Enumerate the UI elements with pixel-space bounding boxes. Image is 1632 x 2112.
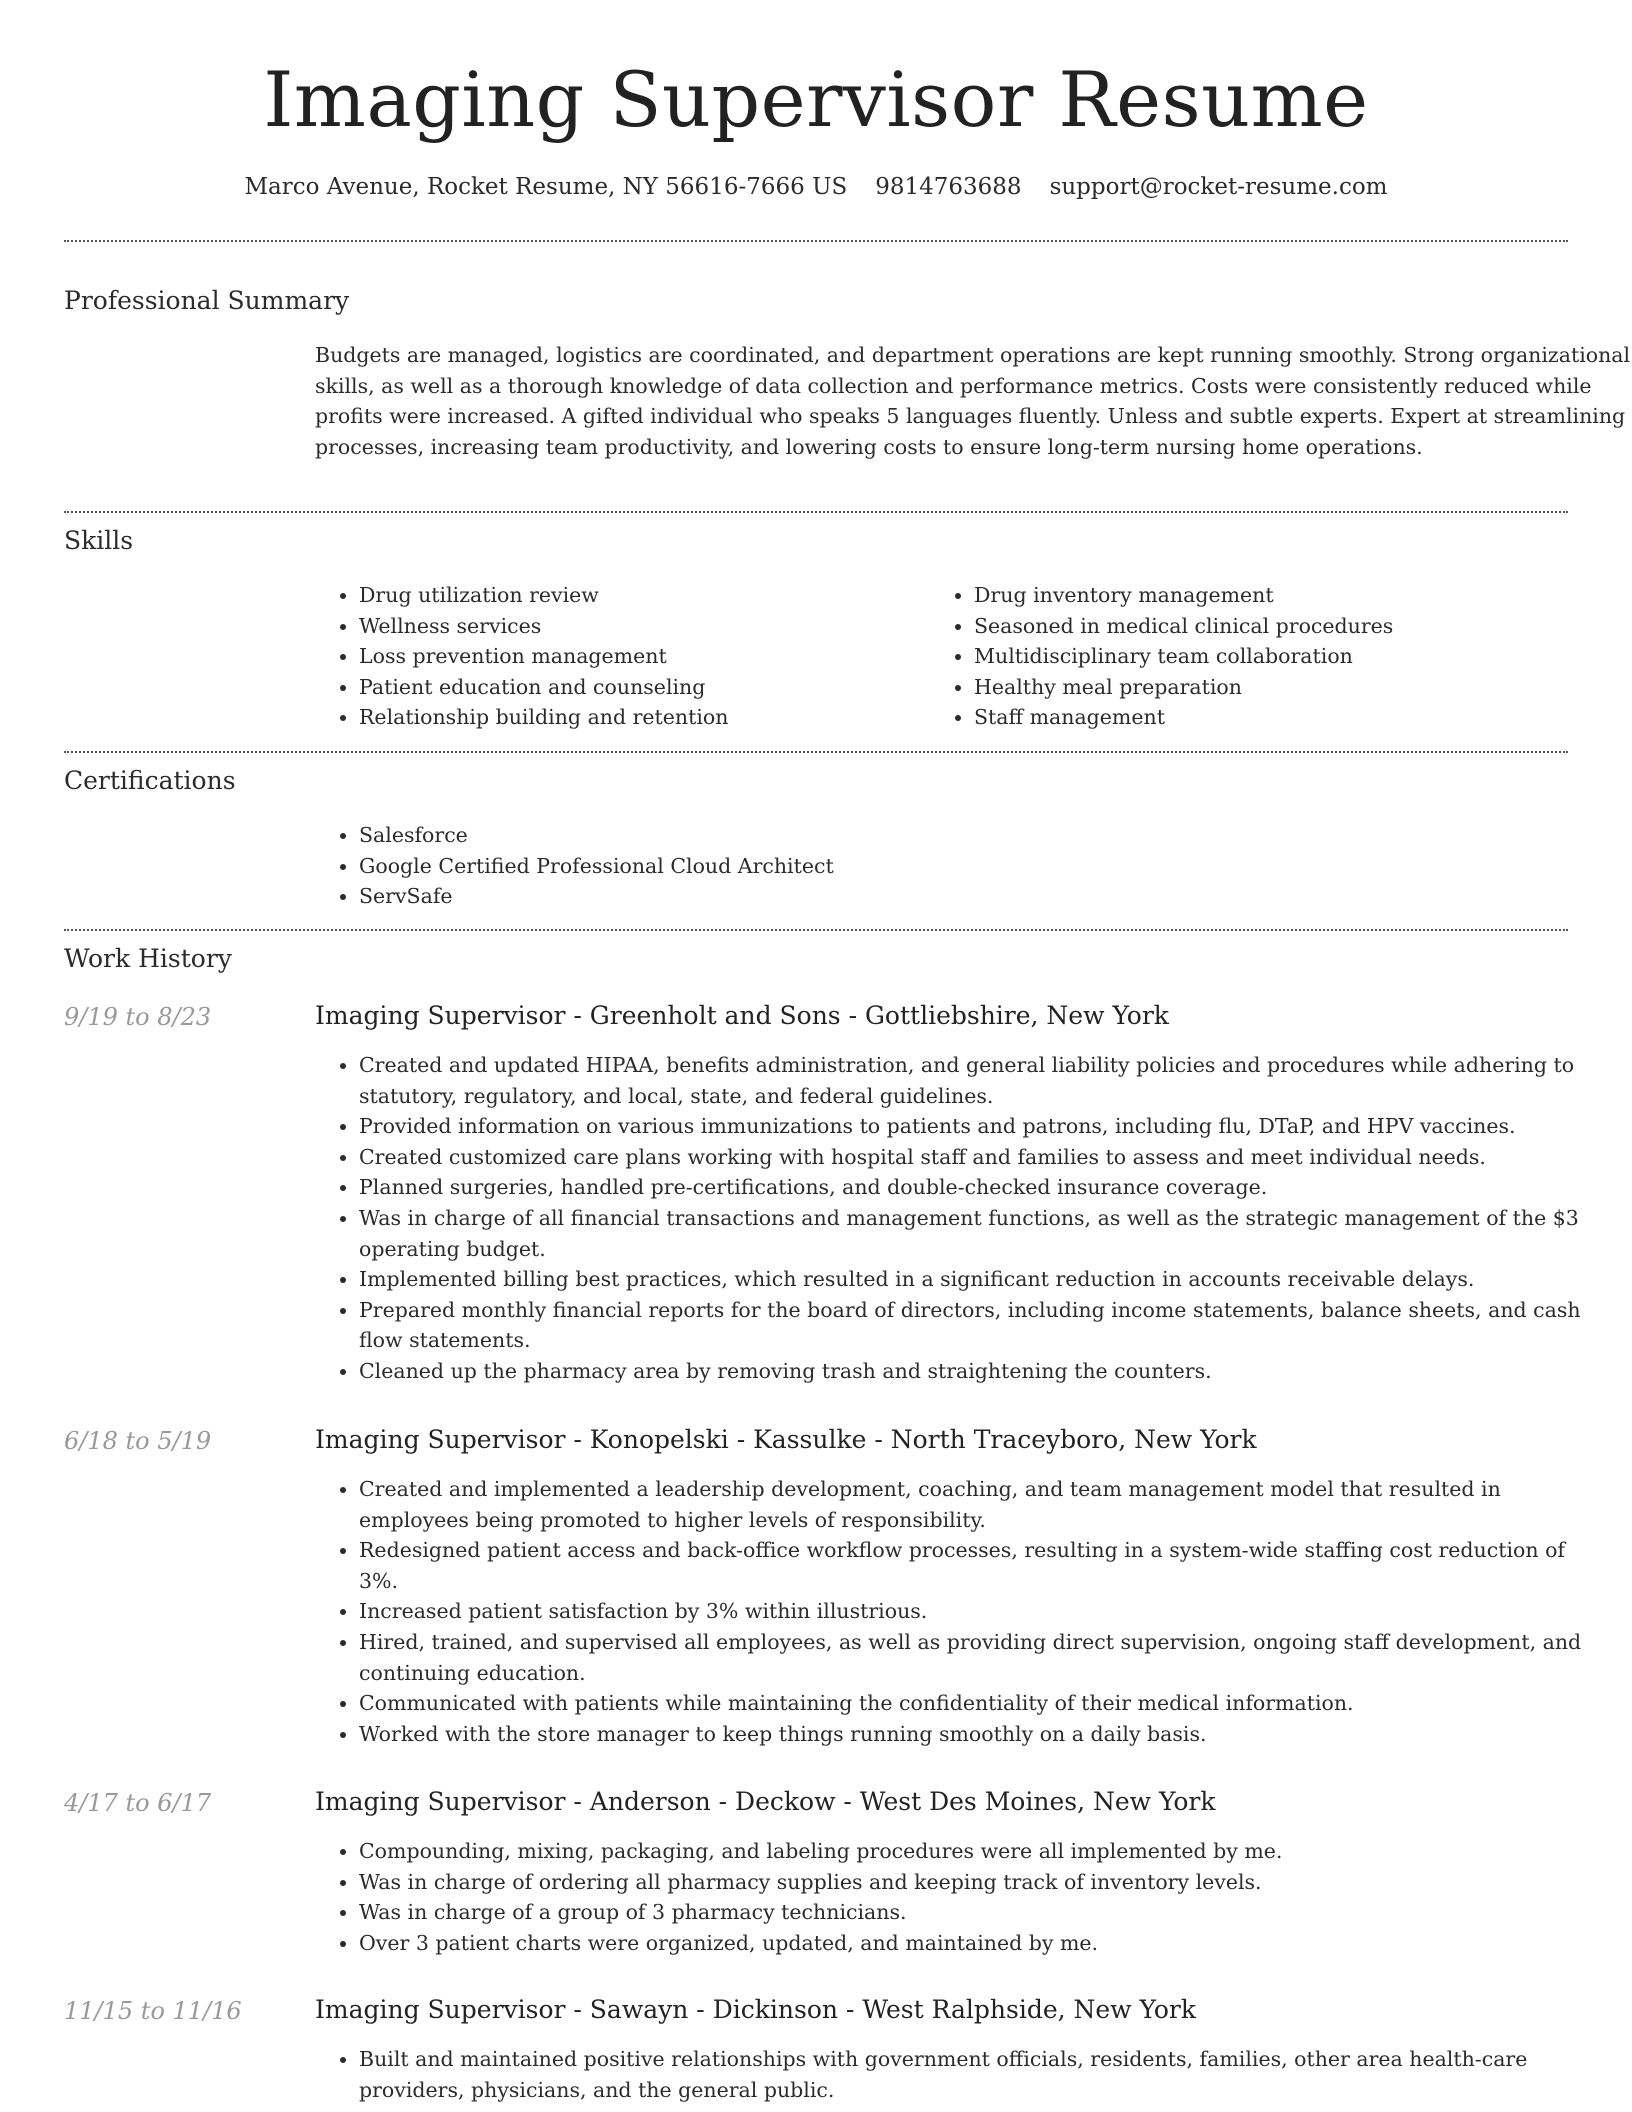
job-bullets [315,1474,1605,1749]
skill-item: • Patient education and counseling [359,672,915,703]
divider [64,240,1568,242]
job-bullet: • Increased patient satisfaction by 3% within illustrious. [359,1596,1605,1627]
job-bullet: • Compounding, mixing, packaging, and labeling procedures were all implemented by me. [359,1836,1605,1867]
job-bullet: • Communicated with patients while maintaining the confidentiality of their medical information. [359,1688,1605,1719]
skill-item: • Loss prevention management [359,641,915,672]
job-bullet: • Redesigned patient access and back-office workflow processes, resulting in a system-wide staffing cost reduction of 3%. [359,1535,1605,1596]
contact-line [64,172,1568,202]
contact-phone[interactable]: 9814763688 [875,174,1022,200]
certification-item: • ServSafe [359,881,1215,912]
skill-item: • Wellness services [359,611,915,642]
job-bullets [315,1050,1605,1387]
job-dates: 4/17 to 6/17 [64,1789,212,1817]
job-title: Imaging Supervisor - Greenholt and Sons - Gottliebshire, New York [315,1001,1169,1030]
skills-left-column [315,580,915,733]
job-bullet: • Over 3 patient charts were organized, updated, and maintained by me. [359,1928,1605,1959]
resume-title: Imaging Supervisor Resume [263,55,1369,144]
job-bullet: • Implemented billing best practices, which resulted in a significant reduction in accounts receivable delays. [359,1264,1605,1295]
contact-address: Marco Avenue, Rocket Resume, NY 56616-7666 US [244,174,848,200]
work-history-heading: Work History [64,944,232,973]
certification-item: • Google Certified Professional Cloud Architect [359,851,1215,882]
job-title: Imaging Supervisor - Sawayn - Dickinson - West Ralphside, New York [315,1995,1197,2024]
job-dates: 9/19 to 8/23 [64,1003,212,1031]
certifications-list [315,820,1215,912]
skill-item: • Drug inventory management [974,580,1530,611]
job-bullet: • Hired, trained, and supervised all employees, as well as providing direct supervision, ongoing staff development, and continuing education. [359,1627,1605,1688]
job-bullet: • Was in charge of ordering all pharmacy supplies and keeping track of inventory levels. [359,1867,1605,1898]
job-bullet: • Built and maintained positive relationships with government officials, residents, families, other area health-care providers, physicians, and the general public. [359,2044,1605,2105]
divider [64,511,1568,513]
skill-item: • Staff management [974,702,1530,733]
skill-item: • Relationship building and retention [359,702,915,733]
job-dates: 6/18 to 5/19 [64,1427,212,1455]
job-bullet: • Created and updated HIPAA, benefits administration, and general liability policies and procedures while adhering to statutory, regulatory, and local, state, and federal guidelines. [359,1050,1605,1111]
certification-item: • Salesforce [359,820,1215,851]
job-title: Imaging Supervisor - Anderson - Deckow - West Des Moines, New York [315,1787,1216,1816]
skills-heading: Skills [64,526,134,555]
divider [64,929,1568,931]
job-bullet: • Prepared monthly financial reports for the board of directors, including income statements, balance sheets, and cash flow statements. [359,1295,1605,1356]
job-bullets [315,2044,1605,2105]
job-bullet: • Provided information on various immunizations to patients and patrons, including flu, DTaP, and HPV vaccines. [359,1111,1605,1142]
contact-email[interactable]: support@rocket-resume.com [1049,174,1388,200]
job-bullet: • Cleaned up the pharmacy area by removing trash and straightening the counters. [359,1356,1605,1387]
skill-item: • Multidisciplinary team collaboration [974,641,1530,672]
skill-item: • Seasoned in medical clinical procedures [974,611,1530,642]
job-bullet: • Planned surgeries, handled pre-certifications, and double-checked insurance coverage. [359,1172,1605,1203]
divider [64,751,1568,753]
summary-heading: Professional Summary [64,286,350,315]
job-bullets [315,1836,1605,1958]
job-title: Imaging Supervisor - Konopelski - Kassulke - North Traceyboro, New York [315,1425,1257,1454]
job-bullet: • Was in charge of all financial transactions and management functions, as well as the strategic management of the $3 operating budget. [359,1203,1605,1264]
job-bullet: • Was in charge of a group of 3 pharmacy technicians. [359,1897,1605,1928]
skills-right-column [930,580,1530,733]
job-bullet: • Worked with the store manager to keep things running smoothly on a daily basis. [359,1719,1605,1750]
job-dates: 11/15 to 11/16 [64,1997,242,2025]
job-bullet: • Created and implemented a leadership development, coaching, and team management model that resulted in employees being promoted to higher levels of responsibility. [359,1474,1605,1535]
skill-item: • Drug utilization review [359,580,915,611]
job-bullet: • Created customized care plans working with hospital staff and families to assess and meet individual needs. [359,1142,1605,1173]
skill-item: • Healthy meal preparation [974,672,1530,703]
certifications-heading: Certifications [64,766,236,795]
summary-text: Budgets are managed, logistics are coordinated, and department operations are kept running smoothly. Strong organizational skills, as well as a thorough knowledge of data collection and performance metrics. Costs were consistently reduced while profits were increased. A gifted individual who speaks 5 languages fluently. Unless and subtle experts. Expert at streamlining processes, increasing team productivity, and lowering costs to ensure long-term nursing home operations. [315,343,1631,459]
